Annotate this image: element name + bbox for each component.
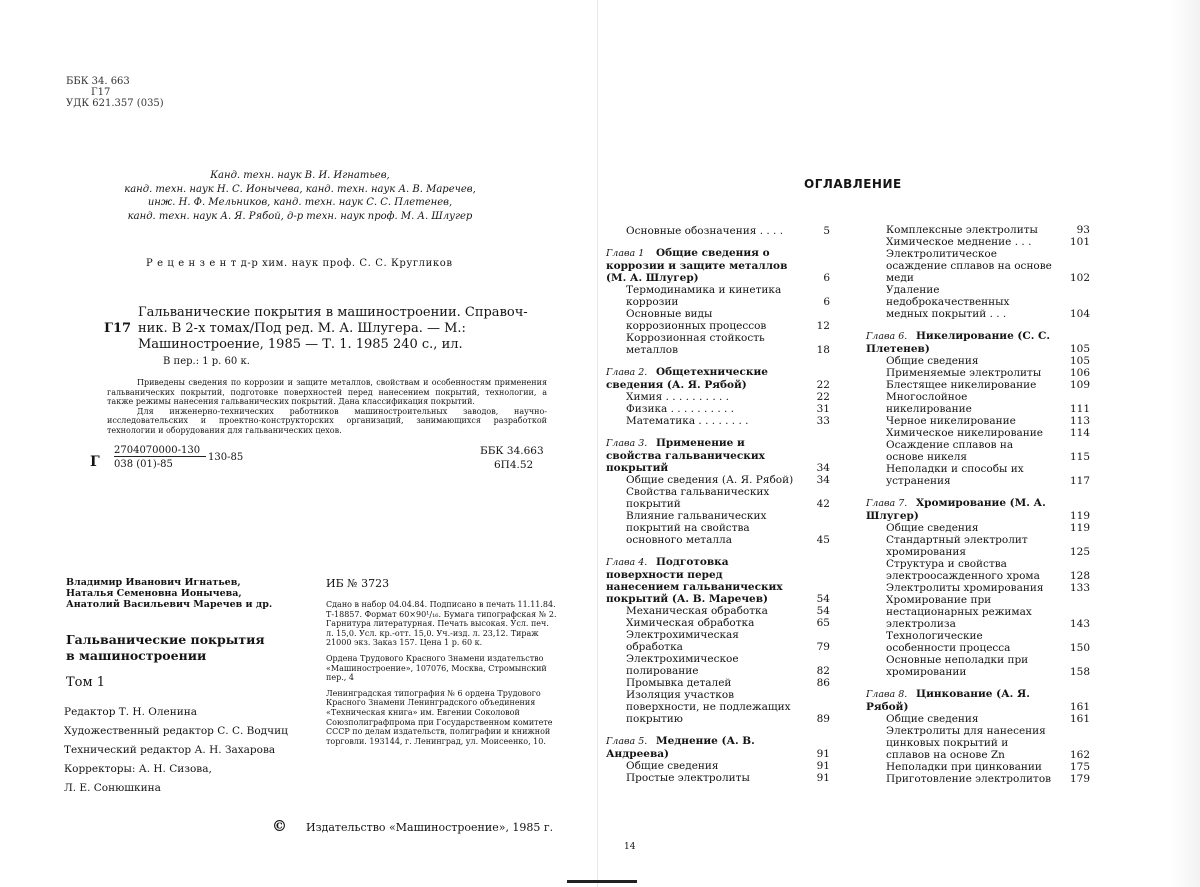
annotation-paragraph: Приведены сведения по коррозии и защите металлов, свойствам и особенностям применения гальванических покрытий, подготовке поверхностей перед нанесением покрытий, технологии, а также режимы нанесения гальванических покрытий. Дана классификация покрытий.	[107, 378, 547, 406]
toc-page-number: 6	[823, 296, 830, 308]
toc-chapter	[866, 330, 1090, 355]
toc-chapter	[606, 437, 830, 474]
credit-line: Редактор Т. Н. Оленина	[64, 706, 198, 718]
author-line: инж. Н. Ф. Мельников, канд. техн. наук С. С. Плетенев,	[147, 197, 453, 208]
author-names	[66, 577, 272, 610]
toc-entry-text: Хромирование (М. А. Шлугер)	[866, 497, 1046, 522]
toc-entry	[606, 653, 830, 677]
toc-page-number: 161	[1069, 713, 1090, 725]
toc-entry	[606, 332, 830, 356]
toc-chapter-label: Глава 6.	[866, 331, 908, 342]
toc-page-number: 175	[1069, 761, 1090, 773]
toc-entry	[866, 630, 1090, 654]
title-line: Гальванические покрытия	[66, 632, 265, 647]
toc-entry-text: Простые электролиты	[626, 772, 750, 784]
bibliographic-record	[104, 305, 544, 353]
toc-entry-text: Общие сведения	[886, 355, 979, 367]
credits	[64, 703, 288, 798]
toc-chapter	[606, 735, 830, 760]
credit-line: Л. Е. Сонюшкина	[64, 782, 161, 794]
toc-page-number: 143	[1069, 618, 1090, 630]
toc-entry	[866, 594, 1090, 630]
publishing-paragraph: Сдано в набор 04.04.84. Подписано в печать 11.11.84. Т-18857. Формат 60×90¹/₁₆. Бумага типографская № 2. Гарнитура литературная. Печать высокая. Усл. печ. л. 15,0. Усл. кр.-отт. 15,0. Уч.-изд. л. 23,12. Тираж 21000 экз. Заказ 157. Цена 1 р. 60 к.	[326, 600, 557, 648]
toc-page-number: 109	[1069, 379, 1090, 391]
toc-entry	[866, 224, 1090, 236]
toc-chapter	[866, 497, 1090, 522]
toc-entry-text: Электролиты для нанесения цинковых покрытий и сплавов на основе Zn	[886, 725, 1046, 761]
toc-entry	[866, 391, 1090, 415]
title-line: в машиностроении	[66, 648, 207, 663]
toc-entry	[866, 355, 1090, 367]
author-line: канд. техн. наук А. Я. Рябой, д-р техн. наук проф. М. А. Шлугер	[127, 210, 473, 222]
toc-entry	[606, 284, 830, 308]
toc-page-number: 89	[816, 713, 830, 725]
toc-entry	[606, 225, 830, 237]
toc-entry-text: Термодинамика и кинетика коррозии	[626, 284, 782, 308]
toc-entry	[606, 391, 830, 403]
toc-page-number: 150	[1069, 642, 1090, 654]
toc-chapter-label: Глава 8.	[866, 689, 908, 700]
toc-entry	[866, 439, 1090, 463]
toc-page-number: 86	[816, 677, 830, 689]
page-fold-mark	[567, 880, 637, 883]
author-line: канд. техн. наук Н. С. Ионычева, канд. техн. наук А. В. Маречев,	[124, 183, 476, 195]
toc-page-number: 93	[1076, 224, 1090, 236]
toc-page-number: 179	[1069, 773, 1090, 785]
toc-entry-text: Основные неполадки при хромировании	[886, 654, 1029, 678]
toc-entry-text: Электрохимическое полирование	[626, 653, 739, 677]
biblio-line: ник. В 2-х томах/Под ред. М. А. Шлугера. — М.:	[138, 321, 466, 336]
toc-entry-text: Электролитическое осаждение сплавов на основе меди	[886, 248, 1052, 284]
class-numerator: 2704070000-130	[114, 445, 206, 457]
toc-page-number: 18	[816, 344, 830, 356]
annotation-paragraph: Для инженерно-технических работников машиностроительных заводов, научно-исследовательских и проектно-конструкторских организаций, занимающихся разработкой технологии и оборудования для гальванических цехов.	[107, 406, 547, 435]
toc-chapter-label: Глава 3.	[606, 438, 648, 449]
bbk-code: ББК 34. 663	[66, 76, 130, 87]
toc-page-number: 22	[816, 391, 830, 403]
toc-entry	[606, 605, 830, 617]
toc-page-number: 104	[1069, 308, 1090, 320]
toc-page-number: 114	[1069, 427, 1090, 439]
toc-entry	[866, 773, 1090, 785]
reviewer: Р е ц е н з е н т д-р хим. наук проф. С. С. Кругликов	[146, 258, 453, 269]
toc-page-number: 113	[1069, 415, 1090, 427]
toc-entry	[606, 415, 830, 427]
toc-page-number: 34	[816, 474, 830, 486]
toc-page-number: 31	[816, 403, 830, 415]
toc-entry	[866, 236, 1090, 248]
toc-entry	[606, 629, 830, 653]
toc-page-number: 115	[1069, 451, 1090, 463]
toc-column-right	[866, 224, 1090, 785]
toc-entry-text: Стандартный электролит хромирования	[886, 534, 1028, 558]
toc-entry-text: Структура и свойства электроосажденного хрома	[886, 558, 1040, 582]
toc-entry	[866, 367, 1090, 379]
toc-entry	[866, 713, 1090, 725]
toc-page-number: 91	[816, 748, 830, 760]
toc-page-number: 45	[816, 534, 830, 546]
toc-column-left	[606, 225, 830, 784]
toc-entry-text: Неполадки и способы их устранения	[886, 463, 1024, 487]
author-name: Анатолий Васильевич Маречев и др.	[66, 599, 273, 610]
toc-page-number: 106	[1069, 367, 1090, 379]
toc-page-number: 6	[823, 272, 830, 284]
toc-page-number: 22	[816, 379, 830, 391]
toc-page-number: 105	[1069, 355, 1090, 367]
book-title	[66, 632, 265, 664]
toc-entry	[606, 772, 830, 784]
author-name: Владимир Иванович Игнатьев,	[66, 577, 241, 588]
toc-page-number: 82	[816, 665, 830, 677]
toc-page-number: 54	[816, 605, 830, 617]
toc-entry	[866, 463, 1090, 487]
index-code: Г17	[91, 87, 111, 98]
toc-entry-text: Химия . . . . . . . . . .	[626, 391, 730, 403]
toc-entry-text: Подготовка поверхности перед нанесением гальванических покрытий (А. В. Маречев)	[606, 556, 783, 605]
toc-entry-text: Химическое никелирование	[886, 427, 1043, 439]
biblio-index: Г17	[104, 321, 132, 336]
toc-entry-text: Осаждение сплавов на основе никеля	[886, 439, 1014, 463]
toc-entry	[866, 284, 1090, 320]
toc-page-number: 111	[1069, 403, 1090, 415]
annotation	[107, 378, 547, 435]
toc-page-number: 119	[1069, 522, 1090, 534]
toc-page-number: 119	[1069, 510, 1090, 522]
toc-chapter	[606, 366, 830, 391]
toc-entry-text: Общие сведения	[886, 522, 979, 534]
toc-entry	[866, 761, 1090, 773]
class-number: 130-85	[208, 452, 244, 463]
toc-entry-text: Применение и свойства гальванических покрытий	[606, 437, 765, 474]
toc-entry-text: Меднение (А. В. Андреева)	[606, 735, 755, 760]
toc-entry	[866, 558, 1090, 582]
toc-entry	[606, 677, 830, 689]
publishing-paragraph: Ордена Трудового Красного Знамени издательство «Машиностроение», 107076, Москва, Стромынский пер., 4	[326, 653, 547, 683]
toc-entry	[866, 725, 1090, 761]
toc-chapter-label: Глава 7.	[866, 498, 908, 509]
toc-entry-text: Изоляция участков поверхности, не подлежащих покрытию	[626, 689, 791, 725]
credit-line: Художественный редактор С. С. Водчиц	[64, 725, 288, 737]
toc-entry-text: Коррозионная стойкость металлов	[626, 332, 765, 356]
toc-entry-text: Приготовление электролитов	[886, 773, 1052, 785]
class-bbk: ББК 34.663	[480, 445, 544, 457]
toc-entry-text: Свойства гальванических покрытий	[626, 486, 770, 510]
toc-page-number: 54	[816, 593, 830, 605]
toc-entry-text: Химическое меднение . . .	[886, 236, 1032, 248]
udk-code: УДК 621.357 (035)	[66, 98, 164, 109]
toc-entry-text: Общие сведения	[886, 713, 979, 725]
toc-entry	[866, 427, 1090, 439]
toc-page-number: 101	[1069, 236, 1090, 248]
toc-entry-text: Электрохимическая обработка	[626, 629, 739, 653]
toc-entry-text: Общие сведения	[626, 760, 719, 772]
credit-line: Технический редактор А. Н. Захарова	[64, 744, 276, 756]
authors-list	[70, 169, 530, 223]
toc-page-number: 161	[1069, 701, 1090, 713]
toc-entry	[606, 403, 830, 415]
toc-page-number: 91	[816, 760, 830, 772]
toc-page-number: 105	[1069, 343, 1090, 355]
page-number: 14	[624, 842, 636, 852]
toc-entry-text: Применяемые электролиты	[886, 367, 1042, 379]
toc-entry	[606, 617, 830, 629]
publishing-info	[326, 600, 558, 752]
toc-entry-text: Блестящее никелирование	[886, 379, 1037, 391]
toc-page-number: 65	[816, 617, 830, 629]
toc-entry-text: Комплексные электролиты	[886, 224, 1038, 236]
toc-entry-text: Многослойное никелирование	[886, 391, 972, 415]
toc-entry	[866, 522, 1090, 534]
toc-page-number: 34	[816, 462, 830, 474]
class-denominator: 038 (01)-85	[114, 459, 173, 470]
toc-page-number: 158	[1069, 666, 1090, 678]
volume: Том 1	[66, 675, 106, 690]
toc-chapter	[866, 688, 1090, 713]
spine	[597, 0, 598, 887]
toc-entry-text: Общие сведения о коррозии и защите металлов (М. А. Шлугер)	[606, 247, 788, 284]
toc-entry	[866, 248, 1090, 284]
toc-entry	[606, 689, 830, 725]
toc-page-number: 125	[1069, 546, 1090, 558]
toc-entry-text: Основные обозначения . . . .	[626, 225, 784, 237]
toc-entry-text: Хромирование при нестационарных режимах электролиза	[886, 594, 1032, 630]
toc-entry	[606, 308, 830, 332]
toc-chapter-label: Глава 1	[606, 248, 645, 259]
toc-entry-text: Механическая обработка	[626, 605, 768, 617]
toc-entry-text: Цинкование (А. Я. Рябой)	[866, 688, 1030, 713]
toc-page-number: 102	[1069, 272, 1090, 284]
toc-page-number: 91	[816, 772, 830, 784]
publishing-paragraph: Ленинградская типография № 6 ордена Трудового Красного Знамени Ленинградского объединения «Техническая книга» им. Евгении Соколовой Союзполиграфпрома при Государственном комитете СССР по делам издательств, полиграфии и книжной торговли. 193144, г. Ленинград, ул. Моисеенко, 10.	[326, 688, 553, 746]
toc-entry	[606, 510, 830, 546]
toc-page-number: 117	[1069, 475, 1090, 487]
author-name: Наталья Семеновна Ионычева,	[66, 588, 242, 599]
toc-title: ОГЛАВЛЕНИЕ	[804, 177, 902, 191]
toc-entry-text: Общетехнические сведения (А. Я. Рябой)	[606, 366, 768, 391]
toc-entry	[866, 582, 1090, 594]
credit-line: Корректоры: А. Н. Сизова,	[64, 763, 212, 775]
toc-entry-text: Основные виды коррозионных процессов	[626, 308, 767, 332]
toc-entry-text: Никелирование (С. С. Плетенев)	[866, 330, 1051, 355]
author-line: Канд. техн. наук В. И. Игнатьев,	[210, 170, 390, 181]
page-edge-shadow	[1170, 0, 1200, 887]
toc-page-number: 12	[816, 320, 830, 332]
class-code: 6П4.52	[494, 459, 534, 471]
publisher: Издательство «Машиностроение», 1985 г.	[306, 821, 554, 834]
toc-entry-text: Удаление недоброкачественных медных покрытий . . .	[886, 284, 1010, 320]
ib-number: ИБ № 3723	[326, 577, 390, 590]
toc-page-number: 162	[1069, 749, 1090, 761]
toc-entry-text: Черное никелирование	[886, 415, 1016, 427]
toc-page-number: 128	[1069, 570, 1090, 582]
toc-entry	[606, 486, 830, 510]
toc-page-number: 42	[816, 498, 830, 510]
toc-chapter-label: Глава 2.	[606, 367, 648, 378]
toc-entry-text: Промывка деталей	[626, 677, 732, 689]
price: В пер.: 1 р. 60 к.	[163, 356, 250, 367]
toc-entry-text: Химическая обработка	[626, 617, 755, 629]
toc-entry-text: Физика . . . . . . . . . .	[626, 403, 735, 415]
toc-chapter-label: Глава 5.	[606, 736, 648, 747]
toc-entry	[866, 379, 1090, 391]
toc-page-number: 79	[816, 641, 830, 653]
toc-entry-text: Технологические особенности процесса	[886, 630, 1011, 654]
copyright-icon: ©	[272, 817, 287, 835]
toc-entry	[606, 474, 830, 486]
toc-entry-text: Влияние гальванических покрытий на свойства основного металла	[626, 510, 767, 546]
biblio-line: Гальванические покрытия в машиностроении. Справоч-	[138, 305, 528, 320]
toc-entry-text: Электролиты хромирования	[886, 582, 1044, 594]
toc-page-number: 133	[1069, 582, 1090, 594]
toc-chapter-label: Глава 4.	[606, 557, 648, 568]
toc-entry	[866, 654, 1090, 678]
toc-entry-text: Неполадки при цинковании	[886, 761, 1042, 773]
toc-chapter	[606, 556, 830, 605]
toc-entry-text: Общие сведения (А. Я. Рябой)	[626, 474, 794, 486]
toc-entry-text: Математика . . . . . . . .	[626, 415, 749, 427]
biblio-line: Машиностроение, 1985 — Т. 1. 1985 240 с., ил.	[138, 337, 463, 352]
toc-entry	[866, 534, 1090, 558]
toc-chapter	[606, 247, 830, 284]
toc-page-number: 5	[823, 225, 830, 237]
toc-page-number: 33	[816, 415, 830, 427]
class-letter: Г	[90, 454, 100, 470]
toc-entry	[606, 760, 830, 772]
toc-entry	[866, 415, 1090, 427]
